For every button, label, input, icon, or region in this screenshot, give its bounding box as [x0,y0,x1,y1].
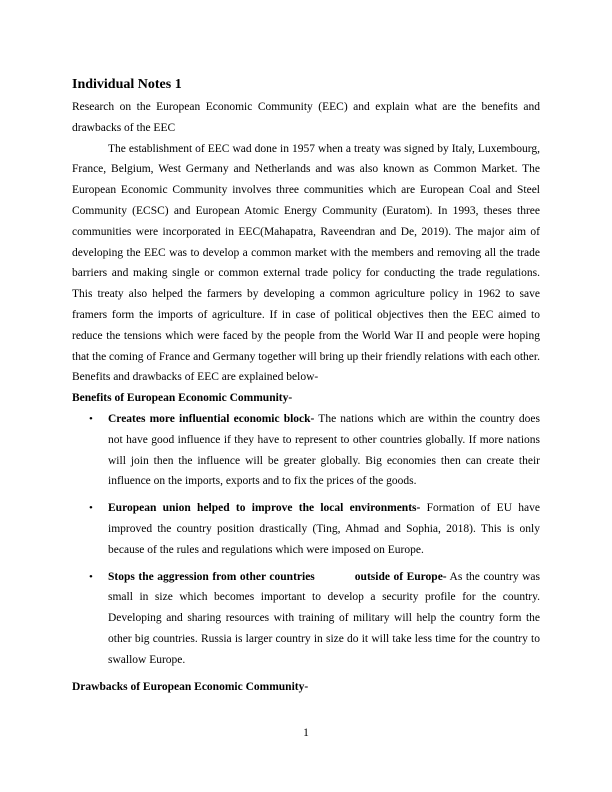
list-item [72,498,540,560]
benefit-label: European union helped to improve the local environments- [108,502,421,515]
benefit-label: Creates more influential economic block- [108,412,315,425]
benefits-heading: Benefits of European Economic Community- [72,392,293,405]
page-body [72,75,540,697]
bullet-icon: • [89,502,93,515]
bullet-icon: • [89,570,93,583]
benefit-label-continued: outside of Europe- [354,570,447,583]
body-paragraph: The establishment of EEC wad done in 1957 when a treaty was signed by Italy, Luxembourg, France, Belgium, West Germany and Netherlands and was also known as Common Market. The European Economic Community involves three communities which are European Coal and Steel Community (ECSC) and European Atomic Energy Community (Euratom). In 1993, theses three communities were incorporated in EEC(Mahapatra, Raveendran and De, 2019). The major aim of developing the EEC was to develop a common market with the members and removing all the trade barriers and making single or common external trade policy for conducting the trade regulations. This treaty also helped the farmers by developing a common agriculture policy in 1962 to save framers form the imports of agriculture. If in case of political objectives then the EEC aimed to reduce the tensions which were faced by the people from the World War II and people were hoping that the coming of France and Germany together will bring up their friendly relations with each other. Benefits and drawbacks of EEC are explained below- [72,142,540,384]
list-item [72,567,540,671]
benefit-label: Stops the aggression from other countries [108,570,315,583]
page-number: 1 [303,727,309,739]
page-title: Individual Notes 1 [72,77,182,92]
intro-text: Research on the European Economic Community (EEC) and explain what are the benefits and drawbacks of the EEC [72,101,540,134]
benefit-text: The nations which are within the country does not have good influence if they have to represent to other countries globally. If more nations will join then the influence will be greater globally. Big economies then can create their influence on the imports, exports and to fix the prices of the goods. [108,412,540,488]
benefit-text: Formation of EU have improved the country position drastically (Ting, Ahmad and Sophia, 2018). This is only because of the rules and regulations which were imposed on Europe. [108,502,540,556]
drawbacks-heading: Drawbacks of European Economic Community- [72,680,309,693]
benefits-list [72,409,540,671]
benefit-text: As the country was small in size which becomes important to develop a security profile for the country. Developing and sharing resources with training of military will help the country form the other big countries. Russia is larger country in size do it will take less time for the country to swallow Europe. [108,570,540,666]
bullet-icon: • [89,412,93,425]
list-item [72,409,540,492]
